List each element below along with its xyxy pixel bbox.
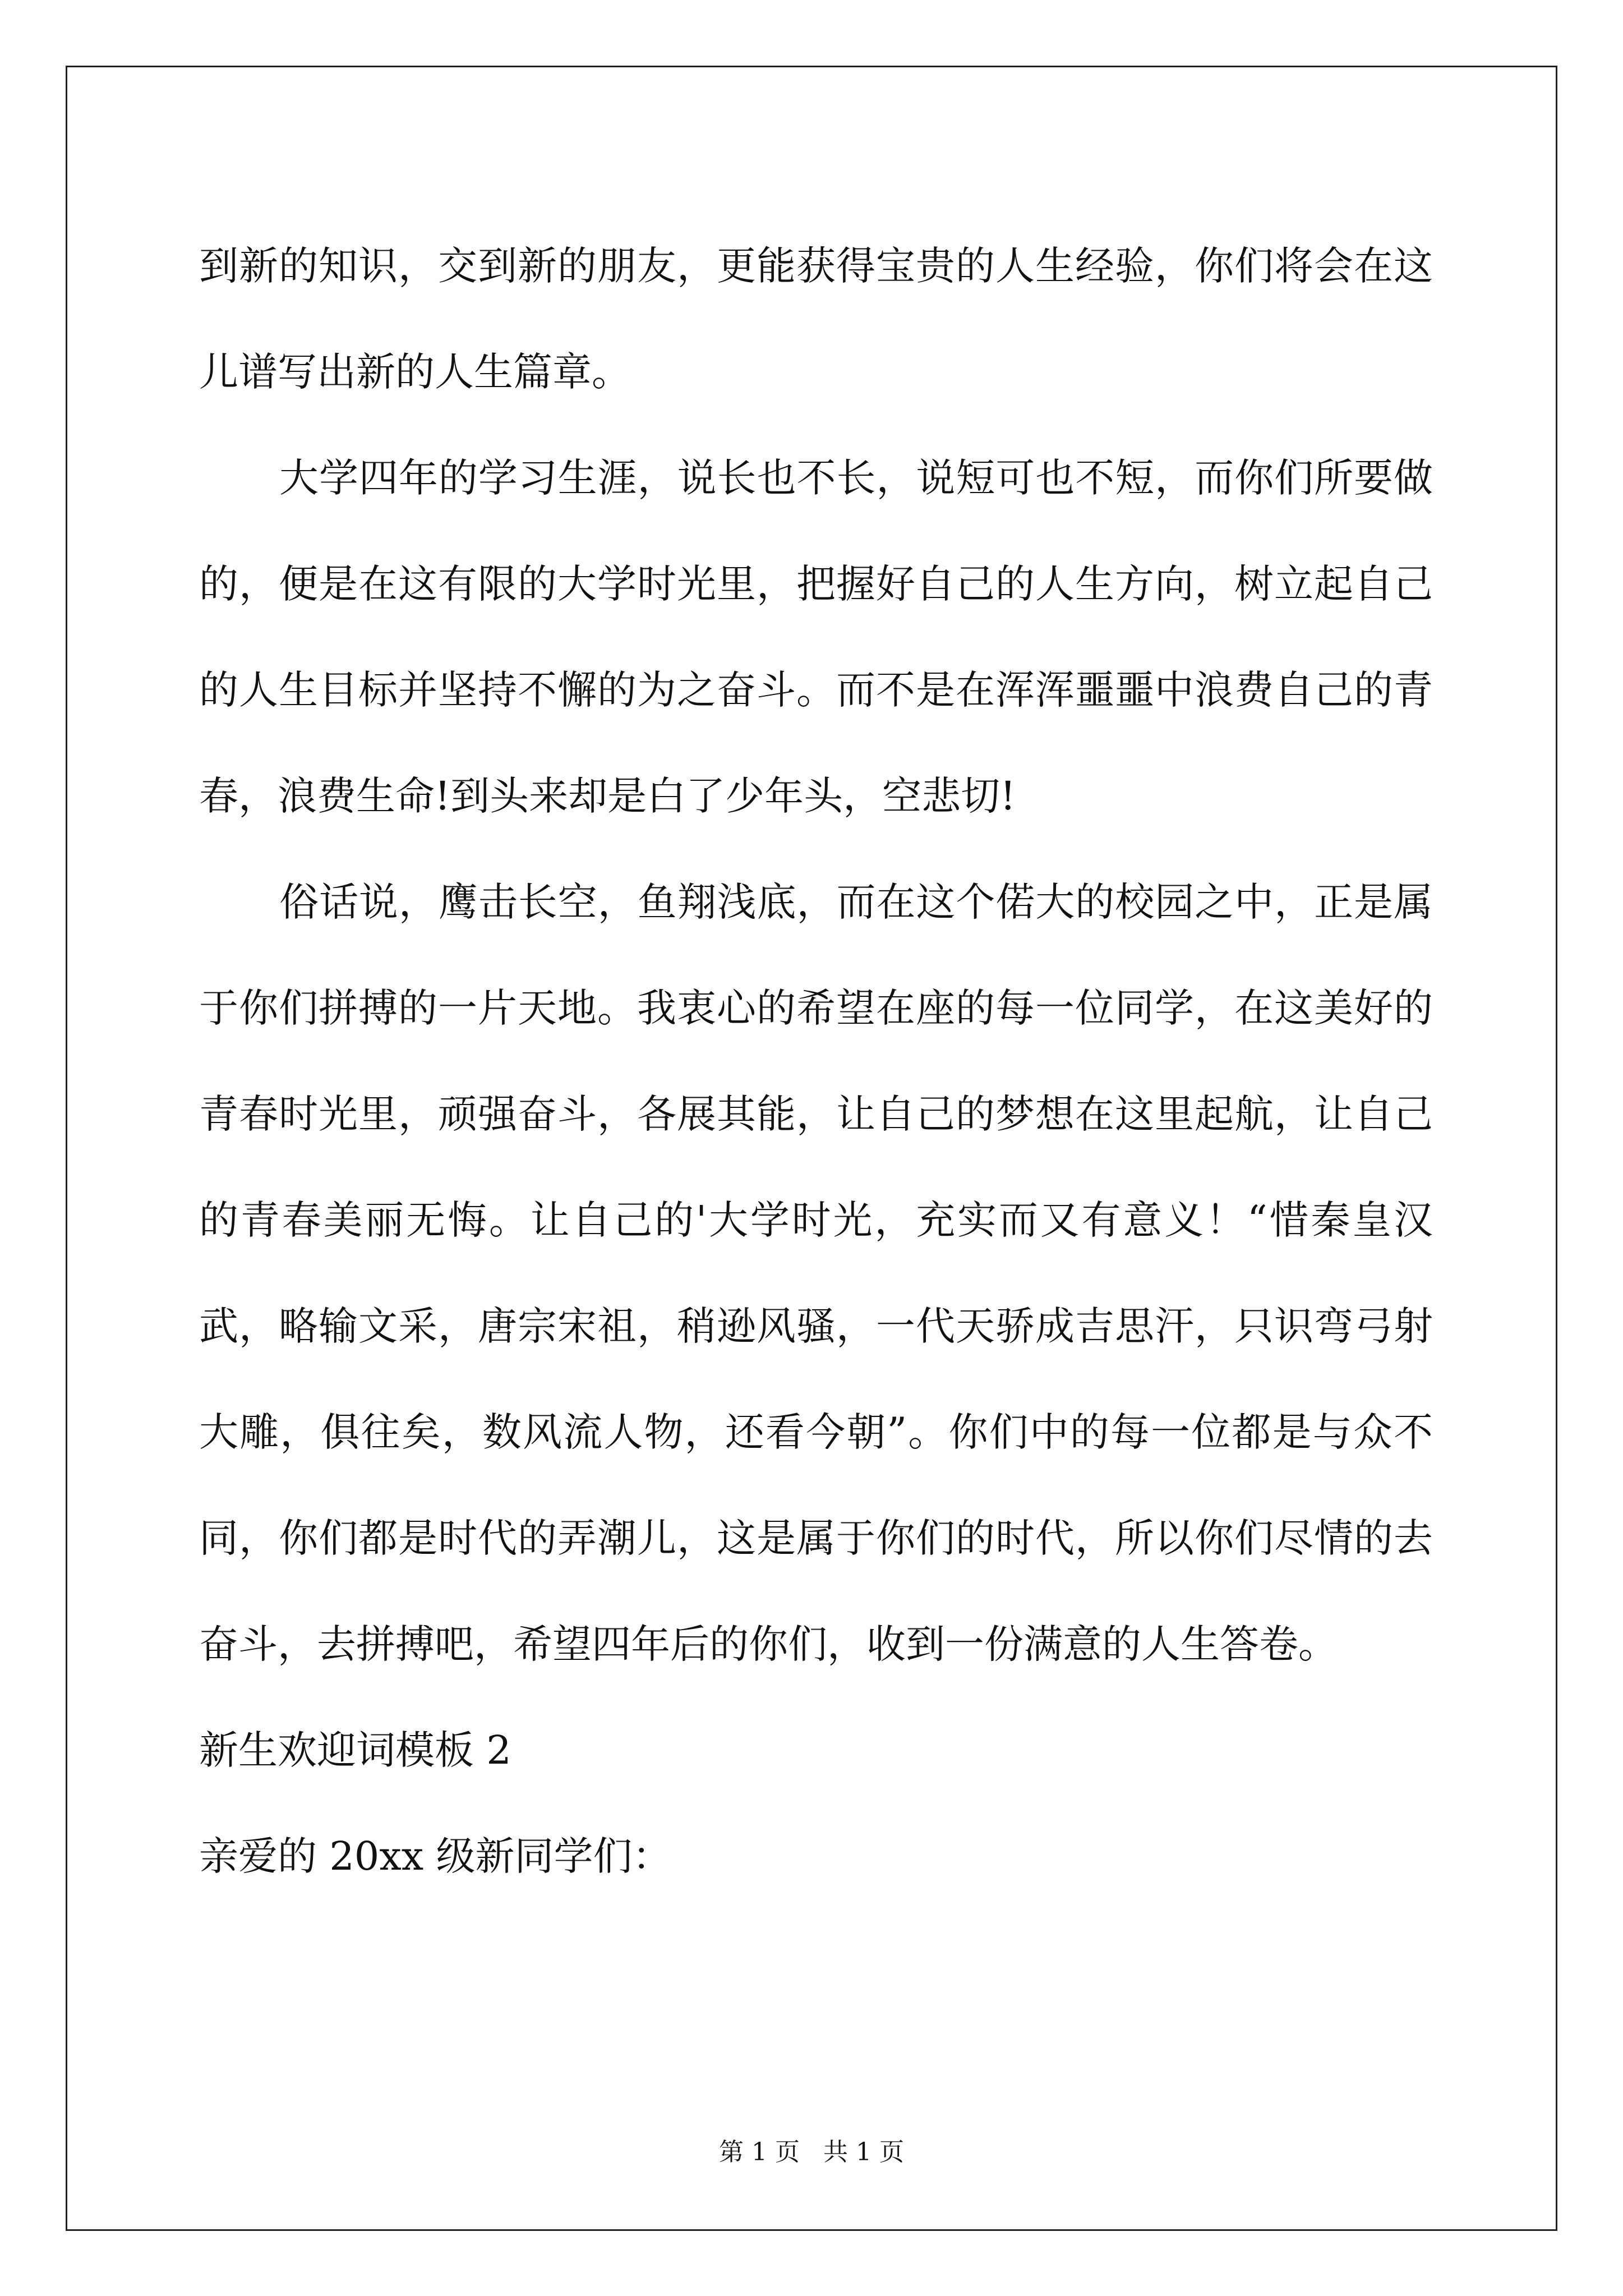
- salutation: 亲爱的 20xx 级新同学们：: [199, 1833, 672, 1879]
- document-body: [199, 213, 1433, 1910]
- paragraph-continuation: 到新的知识，交到新的朋友，更能获得宝贵的人生经验，你们将会在这儿谱写出新的人生篇章。: [199, 243, 1433, 395]
- page-footer: 第 1 页 共 1 页: [719, 2138, 904, 2166]
- section-title: 新生欢迎词模板 2: [199, 1727, 511, 1773]
- paragraph-university-years: 大学四年的学习生涯，说长也不长，说短可也不短，而你们所要做的，便是在这有限的大学时光里，把握好自己的人生方向，树立起自己的人生目标并坚持不懈的为之奋斗。而不是在浑浑噩噩中浪费自己的青春，浪费生命!到头来却是白了少年头，空悲切!: [199, 455, 1433, 819]
- paragraph-proverb: 俗话说，鹰击长空，鱼翔浅底，而在这个偌大的校园之中，正是属于你们拼搏的一片天地。我衷心的希望在座的每一位同学，在这美好的青春时光里，顽强奋斗，各展其能，让自己的梦想在这里起航，让自己的青春美丽无悔。让自己的'大学时光，充实而又有意义！“惜秦皇汉武，略输文采，唐宗宋祖，稍逊风骚，一代天骄成吉思汗，只识弯弓射大雕，俱往矣，数风流人物，还看今朝”。你们中的每一位都是与众不同，你们都是时代的弄潮儿，这是属于你们的时代，所以你们尽情的去奋斗，去拼搏吧，希望四年后的你们，收到一份满意的人生答卷。: [199, 879, 1433, 1667]
